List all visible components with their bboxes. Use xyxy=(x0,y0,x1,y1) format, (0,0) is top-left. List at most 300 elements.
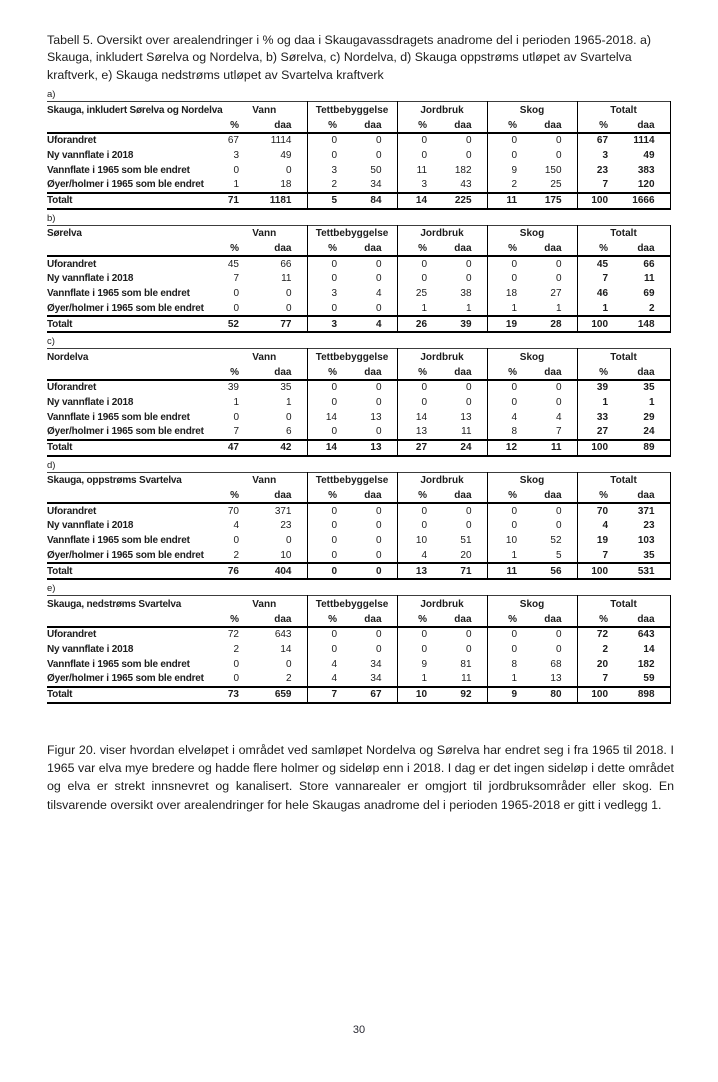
group-header: Jordbruk xyxy=(397,349,487,366)
data-cell: 13 xyxy=(460,411,472,423)
data-cell: 0 xyxy=(375,520,382,531)
unit-header: % xyxy=(577,489,623,503)
data-table-e xyxy=(47,595,671,704)
data-cell: 0 xyxy=(285,164,292,176)
data-cell: 0 xyxy=(375,302,382,314)
table-row xyxy=(47,672,670,687)
unit-header-spacer xyxy=(47,366,222,380)
table-row xyxy=(47,425,670,440)
data-cell: 34 xyxy=(370,179,382,190)
unit-header: daa xyxy=(532,366,577,380)
data-cell: 20 xyxy=(577,657,623,672)
data-cell: 5 xyxy=(555,549,562,561)
unit-header: daa xyxy=(442,489,487,503)
data-cell: 27 xyxy=(577,425,623,440)
group-header: Totalt xyxy=(577,102,670,119)
unit-header: % xyxy=(487,366,532,380)
data-cell: 2 xyxy=(233,643,239,655)
data-cell: 38 xyxy=(460,288,472,299)
table-block-a xyxy=(47,89,670,210)
data-cell: 66 xyxy=(280,258,292,270)
table-row xyxy=(47,503,670,518)
unit-header: % xyxy=(487,489,532,503)
data-cell: 4 xyxy=(307,657,352,672)
total-label: Totalt xyxy=(47,316,222,332)
data-cell: 0 xyxy=(555,643,562,655)
data-cell: 0 xyxy=(307,380,352,395)
data-cell: 0 xyxy=(285,658,292,670)
unit-header: % xyxy=(222,366,254,380)
table-row xyxy=(47,256,670,271)
table-row xyxy=(47,533,670,548)
data-cell: 8 xyxy=(487,657,532,672)
group-header: Skog xyxy=(487,102,577,119)
data-cell: 0 xyxy=(375,273,382,284)
data-cell: 1114 xyxy=(270,135,292,146)
data-cell: 0 xyxy=(233,673,239,684)
unit-header: % xyxy=(577,242,623,256)
total-cell: 39 xyxy=(442,316,487,332)
data-cell: 19 xyxy=(577,533,623,548)
data-cell: 0 xyxy=(397,380,442,395)
data-cell: 0 xyxy=(233,535,239,546)
data-cell: 66 xyxy=(623,256,670,271)
data-cell: 27 xyxy=(550,288,562,299)
total-row xyxy=(47,316,670,332)
data-cell: 0 xyxy=(375,382,382,393)
unit-header: % xyxy=(397,119,442,133)
data-cell: 0 xyxy=(285,411,292,423)
total-cell: 0 xyxy=(307,563,352,579)
total-cell: 11 xyxy=(487,193,532,209)
total-cell: 73 xyxy=(222,687,254,703)
total-cell: 28 xyxy=(532,316,577,332)
total-cell: 1181 xyxy=(254,193,307,209)
row-label: Ny vannflate i 2018 xyxy=(47,273,134,284)
unit-header: % xyxy=(222,489,254,503)
data-cell: 120 xyxy=(623,178,670,193)
data-cell: 0 xyxy=(397,133,442,148)
unit-header: % xyxy=(222,242,254,256)
data-cell: 69 xyxy=(623,286,670,301)
data-cell: 3 xyxy=(397,178,442,193)
total-cell: 71 xyxy=(222,193,254,209)
row-label: Ny vannflate i 2018 xyxy=(47,396,134,408)
row-label: Øyer/holmer i 1965 som ble endret xyxy=(47,673,204,684)
total-cell: 27 xyxy=(397,440,442,456)
unit-header: daa xyxy=(623,613,670,627)
unit-header: daa xyxy=(254,119,307,133)
data-cell: 0 xyxy=(397,148,442,163)
unit-header: % xyxy=(397,366,442,380)
table-row xyxy=(47,163,670,178)
table-title: Sørelva xyxy=(47,228,82,240)
unit-header: % xyxy=(487,613,532,627)
data-cell: 2 xyxy=(487,178,532,193)
data-cell: 45 xyxy=(577,256,623,271)
data-cell: 0 xyxy=(307,642,352,657)
data-cell: 2 xyxy=(577,642,623,657)
total-cell: 3 xyxy=(307,316,352,332)
total-cell: 67 xyxy=(352,687,397,703)
data-cell: 11 xyxy=(461,426,472,437)
data-cell: 7 xyxy=(577,178,623,193)
data-cell: 0 xyxy=(375,426,382,437)
total-cell: 13 xyxy=(397,563,442,579)
group-header: Vann xyxy=(252,598,277,610)
unit-header: % xyxy=(307,366,352,380)
total-cell: 89 xyxy=(623,440,670,456)
data-cell: 4 xyxy=(487,410,532,425)
unit-header: daa xyxy=(623,489,670,503)
table-block-e xyxy=(47,583,670,704)
data-cell: 0 xyxy=(487,395,532,410)
unit-header: daa xyxy=(254,366,307,380)
data-cell: 4 xyxy=(397,548,442,563)
data-cell: 0 xyxy=(375,258,382,270)
data-cell: 0 xyxy=(397,256,442,271)
data-cell: 10 xyxy=(487,533,532,548)
table-letter-label: a) xyxy=(47,89,56,100)
total-row xyxy=(47,193,670,209)
group-header: Totalt xyxy=(577,225,670,242)
data-cell: 0 xyxy=(487,503,532,518)
unit-header: daa xyxy=(442,119,487,133)
data-cell: 51 xyxy=(460,535,472,546)
unit-header: % xyxy=(222,119,254,133)
data-cell: 0 xyxy=(307,548,352,563)
data-cell: 2 xyxy=(285,673,292,684)
group-header: Totalt xyxy=(577,472,670,489)
data-cell: 0 xyxy=(307,133,352,148)
unit-header: daa xyxy=(623,242,670,256)
data-cell: 0 xyxy=(375,549,382,561)
data-cell: 35 xyxy=(623,548,670,563)
total-label: Totalt xyxy=(47,440,222,456)
total-cell: 77 xyxy=(254,316,307,332)
data-cell: 0 xyxy=(307,256,352,271)
row-label: Vannflate i 1965 som ble endret xyxy=(47,535,190,546)
table-row xyxy=(47,627,670,642)
row-label: Vannflate i 1965 som ble endret xyxy=(47,164,190,176)
data-cell: 11 xyxy=(623,271,670,286)
data-cell: 1114 xyxy=(623,133,670,148)
data-table-d xyxy=(47,472,671,581)
total-cell: 100 xyxy=(577,193,623,209)
row-label: Øyer/holmer i 1965 som ble endret xyxy=(47,549,204,561)
data-cell: 7 xyxy=(233,273,239,284)
data-cell: 72 xyxy=(227,629,239,640)
data-cell: 0 xyxy=(307,395,352,410)
data-cell: 2 xyxy=(307,178,352,193)
total-cell: 11 xyxy=(532,440,577,456)
unit-header-spacer xyxy=(47,613,222,627)
data-cell: 0 xyxy=(397,518,442,533)
total-cell: 0 xyxy=(352,563,397,579)
data-cell: 39 xyxy=(577,380,623,395)
data-cell: 18 xyxy=(280,179,292,190)
total-cell: 19 xyxy=(487,316,532,332)
total-cell: 84 xyxy=(352,193,397,209)
unit-header-spacer xyxy=(47,119,222,133)
data-cell: 1 xyxy=(555,302,562,314)
data-cell: 0 xyxy=(375,149,382,161)
data-cell: 0 xyxy=(375,535,382,546)
group-header: Skog xyxy=(487,225,577,242)
table-row xyxy=(47,657,670,672)
data-table-a xyxy=(47,101,671,210)
data-cell: 0 xyxy=(307,425,352,440)
row-label: Øyer/holmer i 1965 som ble endret xyxy=(47,426,204,437)
data-cell: 59 xyxy=(623,672,670,687)
data-cell: 0 xyxy=(307,301,352,316)
total-cell: 13 xyxy=(352,440,397,456)
table-letter-label: d) xyxy=(47,459,56,471)
data-cell: 0 xyxy=(465,520,472,531)
total-cell: 80 xyxy=(532,687,577,703)
group-header: Tettbebyggelse xyxy=(307,102,397,119)
data-cell: 0 xyxy=(397,395,442,410)
table-row xyxy=(47,548,670,563)
data-cell: 13 xyxy=(370,411,382,423)
table-caption: Tabell 5. Oversikt over arealendringer i % og daa i Skaugavassdragets anadrome del i perioden 1965-2018. a) Skauga, inkludert Sørelva og Nordelva, b) Sørelva, c) Nordelva, d) Skauga oppstrøms utløpet av Svartelva kraftverk, e) Skauga nedstrøms utløpet av Svartelva kraftverk xyxy=(47,33,652,82)
total-cell: 11 xyxy=(487,563,532,579)
data-cell: 0 xyxy=(487,133,532,148)
table-row xyxy=(47,178,670,193)
data-cell: 25 xyxy=(397,286,442,301)
table-title: Skauga, nedstrøms Svartelva xyxy=(47,598,182,610)
total-cell: 42 xyxy=(254,440,307,456)
data-cell: 0 xyxy=(487,380,532,395)
row-label: Vannflate i 1965 som ble endret xyxy=(47,288,190,299)
data-cell: 18 xyxy=(487,286,532,301)
data-cell: 14 xyxy=(623,642,670,657)
data-cell: 0 xyxy=(555,629,562,640)
data-cell: 34 xyxy=(370,673,382,684)
total-cell: 100 xyxy=(577,563,623,579)
data-cell: 0 xyxy=(465,273,472,284)
unit-header: daa xyxy=(532,489,577,503)
data-cell: 0 xyxy=(375,643,382,655)
data-cell: 10 xyxy=(280,549,292,561)
group-header: Jordbruk xyxy=(397,102,487,119)
row-label: Vannflate i 1965 som ble endret xyxy=(47,411,190,423)
group-header: Skog xyxy=(487,596,577,613)
unit-header: daa xyxy=(254,613,307,627)
data-cell: 0 xyxy=(555,520,562,531)
unit-header-spacer xyxy=(47,489,222,503)
total-cell: 92 xyxy=(442,687,487,703)
data-cell: 24 xyxy=(623,425,670,440)
data-cell: 7 xyxy=(577,548,623,563)
data-cell: 0 xyxy=(307,518,352,533)
row-label: Øyer/holmer i 1965 som ble endret xyxy=(47,179,204,190)
tables-container xyxy=(47,89,670,707)
data-cell: 9 xyxy=(397,657,442,672)
data-cell: 3 xyxy=(577,148,623,163)
group-header: Tettbebyggelse xyxy=(307,472,397,489)
total-cell: 4 xyxy=(352,316,397,332)
data-cell: 2 xyxy=(623,301,670,316)
data-cell: 7 xyxy=(577,271,623,286)
data-cell: 0 xyxy=(487,627,532,642)
data-cell: 23 xyxy=(623,518,670,533)
table-row xyxy=(47,286,670,301)
total-cell: 7 xyxy=(307,687,352,703)
group-header: Vann xyxy=(252,104,277,116)
data-cell: 0 xyxy=(375,505,382,517)
data-cell: 8 xyxy=(487,425,532,440)
group-header: Vann xyxy=(252,351,277,363)
unit-header: daa xyxy=(254,489,307,503)
data-cell: 1 xyxy=(285,396,292,408)
data-cell: 0 xyxy=(465,505,472,517)
unit-header: daa xyxy=(352,242,397,256)
group-header: Tettbebyggelse xyxy=(307,225,397,242)
data-cell: 0 xyxy=(233,658,239,670)
total-cell: 14 xyxy=(397,193,442,209)
data-cell: 29 xyxy=(623,410,670,425)
data-cell: 2 xyxy=(233,549,239,561)
data-cell: 1 xyxy=(397,672,442,687)
unit-header: % xyxy=(397,489,442,503)
total-cell: 26 xyxy=(397,316,442,332)
group-header: Vann xyxy=(252,475,277,487)
data-cell: 72 xyxy=(577,627,623,642)
data-cell: 643 xyxy=(274,629,292,640)
total-row xyxy=(47,687,670,703)
unit-header: daa xyxy=(442,242,487,256)
data-cell: 4 xyxy=(307,672,352,687)
data-cell: 33 xyxy=(577,410,623,425)
total-cell: 100 xyxy=(577,316,623,332)
unit-header: daa xyxy=(623,119,670,133)
table-block-b xyxy=(47,213,670,334)
total-cell: 148 xyxy=(623,316,670,332)
data-cell: 6 xyxy=(285,426,292,437)
data-cell: 0 xyxy=(285,535,292,546)
group-header: Skog xyxy=(487,349,577,366)
group-header: Vann xyxy=(252,228,277,240)
row-label: Øyer/holmer i 1965 som ble endret xyxy=(47,302,204,314)
data-cell: 0 xyxy=(397,627,442,642)
total-cell: 24 xyxy=(442,440,487,456)
total-cell: 100 xyxy=(577,440,623,456)
total-cell: 76 xyxy=(222,563,254,579)
page-number: 30 xyxy=(352,1024,366,1036)
data-table-c xyxy=(47,348,671,457)
data-cell: 0 xyxy=(465,643,472,655)
data-cell: 182 xyxy=(454,164,472,176)
data-cell: 0 xyxy=(397,642,442,657)
data-cell: 68 xyxy=(550,658,562,670)
unit-header: daa xyxy=(623,366,670,380)
unit-header: % xyxy=(307,613,352,627)
unit-header: daa xyxy=(532,613,577,627)
data-cell: 20 xyxy=(460,549,472,561)
total-cell: 404 xyxy=(254,563,307,579)
data-cell: 49 xyxy=(623,148,670,163)
data-cell: 182 xyxy=(623,657,670,672)
total-cell: 1666 xyxy=(623,193,670,209)
data-cell: 0 xyxy=(233,302,239,314)
data-cell: 0 xyxy=(555,382,562,393)
total-cell: 10 xyxy=(397,687,442,703)
data-cell: 0 xyxy=(397,271,442,286)
data-cell: 23 xyxy=(577,163,623,178)
data-cell: 4 xyxy=(555,411,562,423)
data-cell: 1 xyxy=(487,672,532,687)
table-title: Skauga, oppstrøms Svartelva xyxy=(47,475,182,487)
table-block-c xyxy=(47,336,670,457)
data-cell: 50 xyxy=(370,164,382,176)
data-cell: 34 xyxy=(370,658,382,670)
data-cell: 0 xyxy=(487,518,532,533)
data-cell: 1 xyxy=(623,395,670,410)
group-header: Tettbebyggelse xyxy=(307,349,397,366)
data-cell: 0 xyxy=(487,256,532,271)
group-header: Jordbruk xyxy=(397,225,487,242)
total-cell: 71 xyxy=(442,563,487,579)
data-cell: 3 xyxy=(307,286,352,301)
total-cell: 898 xyxy=(623,687,670,703)
data-cell: 67 xyxy=(227,135,239,146)
total-cell: 52 xyxy=(222,316,254,332)
data-cell: 0 xyxy=(555,396,562,408)
data-cell: 9 xyxy=(487,163,532,178)
data-cell: 3 xyxy=(233,149,239,161)
total-cell: 5 xyxy=(307,193,352,209)
row-label: Uforandret xyxy=(47,382,97,393)
total-label: Totalt xyxy=(47,193,222,209)
total-cell: 659 xyxy=(254,687,307,703)
unit-header: % xyxy=(487,242,532,256)
data-cell: 4 xyxy=(233,520,239,531)
data-cell: 3 xyxy=(307,163,352,178)
data-cell: 1 xyxy=(487,301,532,316)
table-title: Nordelva xyxy=(47,351,89,363)
data-cell: 0 xyxy=(307,627,352,642)
unit-header: % xyxy=(307,242,352,256)
unit-header: % xyxy=(577,613,623,627)
total-row xyxy=(47,440,670,456)
data-cell: 1 xyxy=(487,548,532,563)
group-header: Jordbruk xyxy=(397,596,487,613)
table-letter-label: e) xyxy=(47,583,56,594)
data-cell: 4 xyxy=(375,288,382,299)
data-cell: 70 xyxy=(577,503,623,518)
data-cell: 67 xyxy=(577,133,623,148)
data-cell: 35 xyxy=(280,382,292,393)
data-cell: 0 xyxy=(285,288,292,299)
data-cell: 25 xyxy=(550,179,562,190)
table-row xyxy=(47,148,670,163)
row-label: Ny vannflate i 2018 xyxy=(47,643,134,655)
data-cell: 7 xyxy=(555,426,562,437)
unit-header: daa xyxy=(442,366,487,380)
data-cell: 0 xyxy=(465,396,472,408)
data-cell: 0 xyxy=(307,271,352,286)
unit-header: daa xyxy=(352,119,397,133)
data-cell: 46 xyxy=(577,286,623,301)
table-row xyxy=(47,642,670,657)
data-cell: 371 xyxy=(623,503,670,518)
data-cell: 0 xyxy=(233,164,239,176)
unit-header: % xyxy=(307,119,352,133)
unit-header-spacer xyxy=(47,242,222,256)
data-cell: 0 xyxy=(375,135,382,146)
unit-header: daa xyxy=(352,613,397,627)
